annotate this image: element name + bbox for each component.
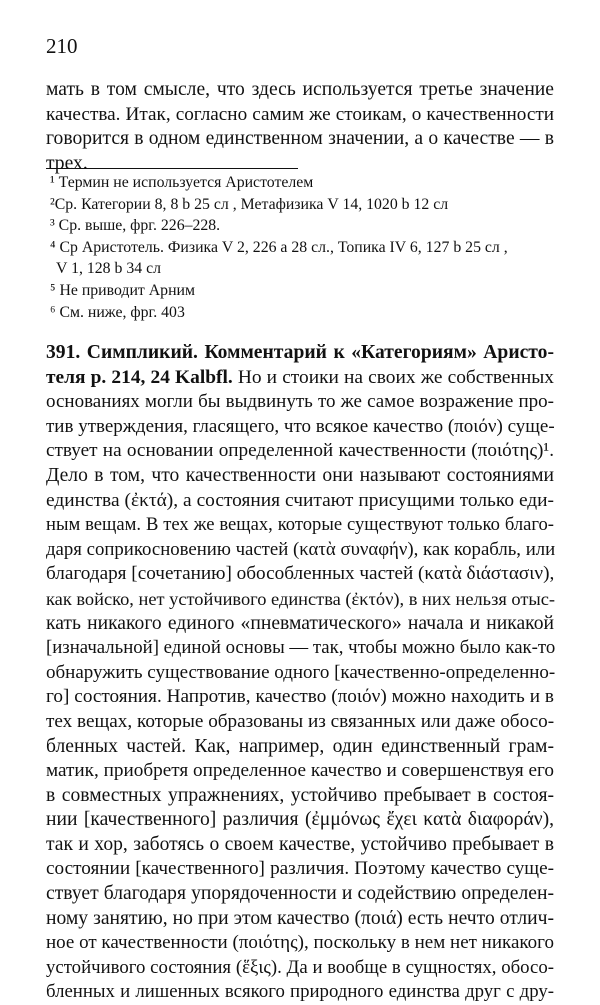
fragment-line: даря соприкосновению частей (κατὰ συναφήν), как корабль, или bbox=[46, 538, 556, 560]
fragment-line: основаниях могли бы выдвинуть то же самое возражение про- bbox=[46, 391, 554, 413]
fragment-line: так и хор, заботясь о своем качестве, устойчиво пребывает в bbox=[46, 833, 554, 855]
fragment-line: нии [качественного] различия (ἐμμόνως ἔχει κατὰ διαφοράν), bbox=[46, 809, 554, 831]
intro-line: трех. bbox=[46, 152, 88, 174]
footnote-5: ⁵ Не приводит Арним bbox=[50, 281, 195, 299]
fragment-line: благодаря [сочетанию] обособленных частей (κατὰ διάστασιν), bbox=[46, 563, 555, 585]
fragment-line: кать никакого единого «пневматического» начала и никакой bbox=[46, 612, 554, 634]
footnote-1: ¹ Термин не используется Аристотелем bbox=[50, 174, 314, 191]
fragment-line: устойчивого состояния (ἕξις). Да и вообще в сущностях, обосо- bbox=[46, 956, 554, 978]
fragment-line: ным вещам. В тех же вещах, которые существуют только благо- bbox=[46, 514, 554, 536]
fragment-line: бленных и лишенных всякого природного единства друг с дру- bbox=[46, 981, 554, 1003]
footnote-2: ²Ср. Категории 8, 8 b 25 сл , Метафизика V 14, 1020 b 12 сл bbox=[50, 195, 449, 213]
fragment-391 bbox=[46, 341, 554, 1005]
fragment-line: ствует благодаря упорядоченности и содействию определен- bbox=[46, 883, 554, 905]
footnote-3: ³ Ср. выше, фрг. 226–228. bbox=[50, 217, 221, 235]
page-number: 210 bbox=[46, 34, 78, 58]
footnotes bbox=[50, 172, 554, 323]
fragment-heading: 391. Симпликий. Комментарий к «Категориям» Аристо- bbox=[46, 342, 554, 363]
fragment-line: тив утверждения, гласящего, что всякое качество (ποιόν) суще- bbox=[46, 415, 555, 437]
fragment-line: ному занятию, но при этом качество (ποιά) есть нечто отлич- bbox=[46, 907, 554, 929]
footnote-divider bbox=[46, 168, 298, 169]
fragment-line: состоянии [качественного] различия. Поэтому качество суще- bbox=[46, 858, 554, 880]
fragment-line: в совместных упражнениях, устойчиво пребывает в состоя- bbox=[46, 784, 554, 806]
fragment-line: го] состояния. Напротив, качество (ποιόν) можно находить и в bbox=[46, 686, 554, 708]
fragment-line: [изначальной] единой основы — так, чтобы можно было как-то bbox=[46, 637, 556, 659]
fragment-line: ное от качественности (ποιότης), поскольку в нем нет никакого bbox=[46, 932, 554, 954]
fragment-line: обнаружить существование одного [качественно-определенно- bbox=[46, 661, 556, 683]
fragment-body bbox=[46, 390, 554, 1005]
fragment-heading-line bbox=[46, 366, 554, 391]
intro-paragraph bbox=[46, 78, 554, 176]
intro-line: мать в том смысле, что здесь используется третье значение bbox=[46, 79, 554, 100]
fragment-line: Дело в том, что качественности они называют состояниями bbox=[46, 464, 554, 486]
footnote-4-continuation: V 1, 128 b 34 сл bbox=[56, 260, 162, 278]
intro-line: качества. Итак, согласно самим же стоикам, о качественности bbox=[46, 103, 554, 125]
footnote-4: ⁴ Ср Аристотель. Физика V 2, 226 а 28 сл., Топика IV 6, 127 b 25 сл , bbox=[50, 238, 508, 256]
intro-line: говорится в одном единственном значении, а о качестве — в bbox=[46, 128, 554, 150]
fragment-line: ствует на основании определенной качественности (ποιότης)¹. bbox=[46, 440, 554, 462]
fragment-line: Но и стоики на своих же собственных bbox=[232, 366, 554, 388]
fragment-heading-ref: теля р. 214, 24 Kalbfl. bbox=[46, 366, 233, 388]
fragment-line: матик, приобретя определенное качество и совершенствуя его bbox=[46, 760, 554, 782]
fragment-line: бленных частей. Как, например, один единственный грам- bbox=[46, 735, 554, 757]
fragment-line: единства (ἐκτά), а состояния считают присущими только еди- bbox=[46, 489, 554, 511]
fragment-line: как войско, нет устойчивого единства (ἐκτόν), в них нельзя отыс- bbox=[46, 588, 556, 609]
fragment-line: тех вещах, которые образованы из связанных или даже обосо- bbox=[46, 710, 555, 732]
footnote-6: ⁶ См. ниже, фрг. 403 bbox=[50, 303, 185, 321]
